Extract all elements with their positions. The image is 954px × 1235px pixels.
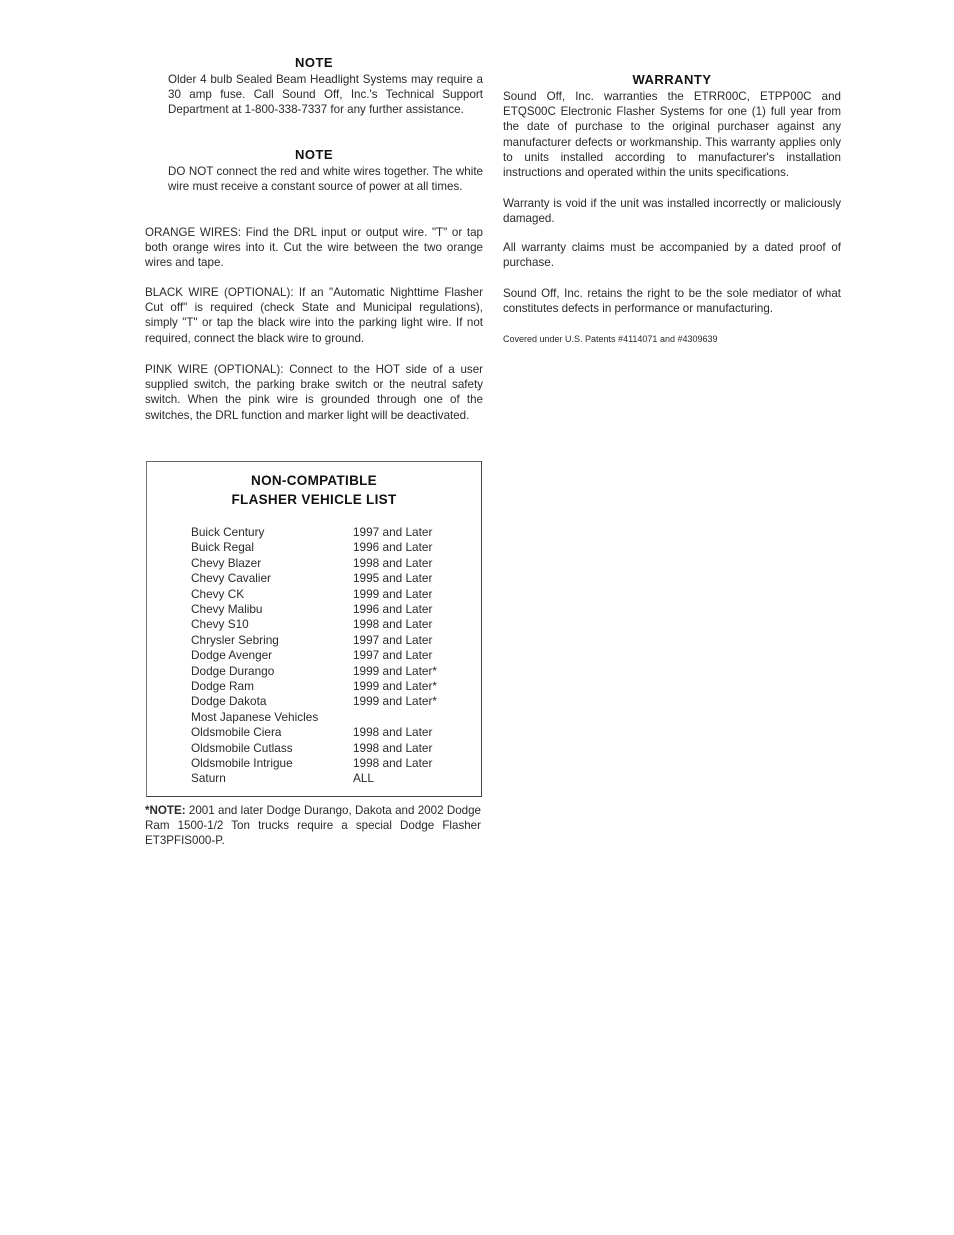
vehicle-row [191,648,461,664]
vehicle-name: Saturn [191,771,226,786]
vehicle-row [191,756,461,772]
vehicle-name: Oldsmobile Intrigue [191,756,293,770]
warranty-mediator-section [503,286,841,316]
black-wire-section [145,285,483,346]
vehicle-row [191,679,461,695]
vehicle-years: 1996 and Later [353,540,433,555]
vehicle-years: 1999 and Later [353,586,433,601]
vehicle-name: Buick Century [191,525,265,539]
footnote-text: 2001 and later Dodge Durango, Dakota and 2002 Dodge Ram 1500-1/2 Ton trucks require a special Dodge Flasher ET3PFIS000-P. [145,804,481,848]
black-wire-text: BLACK WIRE (OPTIONAL): If an "Automatic Nighttime Flasher Cut off" is required (check State and Municipal regulations), simply "T" or tap the black wire into the parking light wire. If not required, connect the black wire to ground. [145,286,483,345]
vehicle-name: Oldsmobile Ciera [191,725,282,740]
vehicle-row [191,617,461,633]
vehicle-list-title-line2: FLASHER VEHICLE LIST [231,492,397,507]
vehicle-years: 1998 and Later [353,740,433,755]
vehicle-row [191,664,461,680]
note-section-2 [145,147,483,194]
vehicle-name: Chevy CK [191,586,245,601]
vehicle-years: ALL [353,771,374,786]
vehicle-name: Chevy Blazer [191,555,262,570]
vehicle-list-title-line1: NON-COMPATIBLE [251,473,377,488]
vehicle-name: Dodge Durango [191,663,275,678]
vehicle-years: 1999 and Later* [353,679,437,693]
patents-section [503,333,841,345]
note-heading-1: NOTE [294,55,334,70]
vehicle-years: 1998 and Later [353,617,433,632]
vehicle-list-title [147,471,481,509]
vehicle-name: Chevy Malibu [191,602,263,616]
vehicle-name: Buick Regal [191,540,254,555]
vehicle-name: Chevy Cavalier [191,571,271,586]
vehicle-row [191,587,461,603]
vehicle-name: Chevy S10 [191,617,249,632]
vehicle-row [191,633,461,649]
vehicle-years: 1999 and Later* [353,694,437,709]
patents-text: Covered under U.S. Patents #4114071 and #4309639 [503,334,718,344]
vehicle-years: 1995 and Later [353,571,433,586]
vehicle-name: Dodge Dakota [191,694,267,709]
vehicle-years: 1998 and Later [353,555,433,570]
note-section-1 [145,55,483,118]
note-heading-2: NOTE [294,147,334,162]
warranty-heading: WARRANTY [632,72,712,87]
vehicle-row [191,602,461,618]
vehicle-years: 1997 and Later [353,648,433,663]
vehicle-row [191,741,461,757]
vehicle-row [191,556,461,572]
warranty-section [503,72,841,180]
warranty-claims-section [503,240,841,270]
orange-wires-text: ORANGE WIRES: Find the DRL input or output wire. "T" or tap both orange wires into it. Cut the wire between the two orange wires and tape. [145,226,483,270]
vehicle-name: Chrysler Sebring [191,632,279,647]
vehicle-years: 1999 and Later* [353,663,437,678]
pink-wire-section [145,362,483,423]
vehicle-row [191,525,461,541]
orange-wires-section [145,225,483,271]
vehicle-row [191,694,461,710]
vehicle-row [191,771,461,787]
vehicle-name: Dodge Avenger [191,648,273,663]
vehicle-row [191,725,461,741]
warranty-paragraph-2: Warranty is void if the unit was installed incorrectly or maliciously damaged. [503,197,841,226]
vehicle-years: 1996 and Later [353,602,433,616]
vehicle-name: Most Japanese Vehicles [191,709,319,724]
vehicle-years: 1997 and Later [353,525,433,539]
vehicle-row [191,571,461,587]
warranty-paragraph-4: Sound Off, Inc. retains the right to be the sole mediator of what constitutes defects in performance or manufacturing. [503,287,841,316]
note-text-2: DO NOT connect the red and white wires together. The white wire must receive a constant source of power at all times. [168,165,483,194]
warranty-void-section [503,196,841,226]
vehicle-row [191,710,461,726]
vehicle-row [191,540,461,556]
vehicle-name: Dodge Ram [191,679,254,693]
footnote-label: *NOTE: [145,804,186,817]
vehicle-years: 1998 and Later [353,725,433,740]
pink-wire-text: PINK WIRE (OPTIONAL): Connect to the HOT side of a user supplied switch, the parking brake switch or the neutral safety switch. When the pink wire is grounded through one of the switches, the DRL function and marker light will be deactivated. [145,363,483,422]
footnote [145,803,481,849]
non-compatible-vehicle-box [146,461,482,797]
note-text-1: Older 4 bulb Sealed Beam Headlight Systems may require a 30 amp fuse. Call Sound Off, Inc.'s Technical Support Department at 1-800-338-7337 for any further assistance. [168,73,483,117]
vehicle-name: Oldsmobile Cutlass [191,740,293,755]
warranty-paragraph-1: Sound Off, Inc. warranties the ETRR00C, ETPP00C and ETQS00C Electronic Flasher Systems for one (1) full year from the date of purchase to the original purchaser against any manufacturer defects or workmanship. This warranty applies only to units installed according to manufacturer's installation instructions and operated within the units specifications. [503,90,841,180]
vehicle-years: 1998 and Later [353,756,433,770]
warranty-paragraph-3: All warranty claims must be accompanied by a dated proof of purchase. [503,241,841,270]
vehicle-years: 1997 and Later [353,632,433,647]
